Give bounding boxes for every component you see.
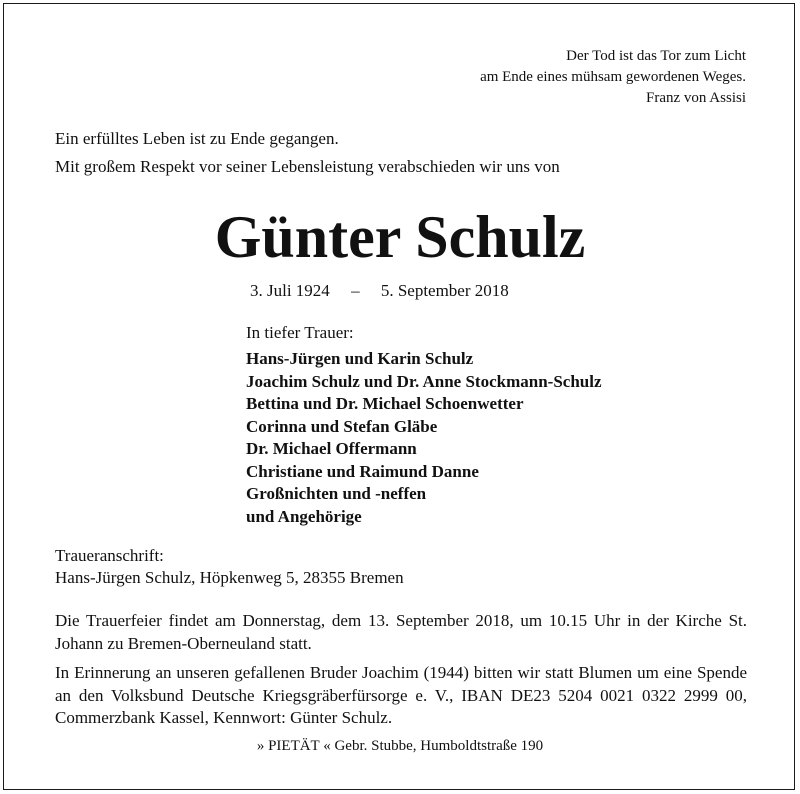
mourner-name: Corinna und Stefan Gläbe <box>246 416 438 436</box>
donation-paragraph: In Erinnerung an unseren gefallenen Bruder Joachim (1944) bitten wir statt Blumen um eine Spende an den Volksbund Deutsche Kriegsgräberfürsorge e. V., IBAN DE23 5204 0021 0322 2999 00, Commerzbank Kassel, Kennwort: Günter Schulz. <box>55 663 747 727</box>
life-dates <box>250 280 509 302</box>
funeral-home-footer <box>0 736 800 756</box>
intro-text <box>55 125 560 181</box>
mourner-name: Dr. Michael Offermann <box>246 439 417 458</box>
epigraph-quote <box>480 46 746 109</box>
quote-line-1: Der Tod ist das Tor zum Licht <box>566 48 746 64</box>
mourner-name: Joachim Schulz und Dr. Anne Stockmann-Schulz <box>246 371 602 391</box>
quote-author: Franz von Assisi <box>645 90 746 106</box>
mourning-label: In tiefer Trauer: <box>246 323 354 342</box>
mourning-address <box>55 545 404 589</box>
mourners-list <box>246 348 602 528</box>
address-value: Hans-Jürgen Schulz, Höpkenweg 5, 28355 Bremen <box>55 568 404 587</box>
mourner-name: Hans-Jürgen und Karin Schulz <box>246 349 474 368</box>
quote-line-2: am Ende eines mühsam gewordenen Weges. <box>480 69 746 85</box>
deceased-name: Günter Schulz <box>214 204 586 270</box>
death-date: 5. September 2018 <box>380 281 509 300</box>
ceremony-paragraph: Die Trauerfeier findet am Donnerstag, dem 13. September 2018, um 10.15 Uhr in der Kirche St. Johann zu Bremen-Oberneuland statt. <box>55 611 747 653</box>
date-dash: – <box>351 281 360 300</box>
footer-text: » PIETÄT « Gebr. Stubbe, Humboldtstraße 190 <box>256 738 544 754</box>
intro-line-1: Ein erfülltes Leben ist zu Ende gegangen. <box>55 129 339 148</box>
mourner-name: Großnichten und -neffen <box>246 484 427 503</box>
mourner-name: und Angehörige <box>246 506 362 526</box>
intro-line-2: Mit großem Respekt vor seiner Lebensleistung verabschieden wir uns von <box>55 157 560 176</box>
address-label: Traueranschrift: <box>55 546 164 565</box>
birth-date: 3. Juli 1924 <box>250 281 330 300</box>
mourner-name: Bettina und Dr. Michael Schoenwetter <box>246 394 524 413</box>
mourner-name: Christiane und Raimund Danne <box>246 461 479 481</box>
